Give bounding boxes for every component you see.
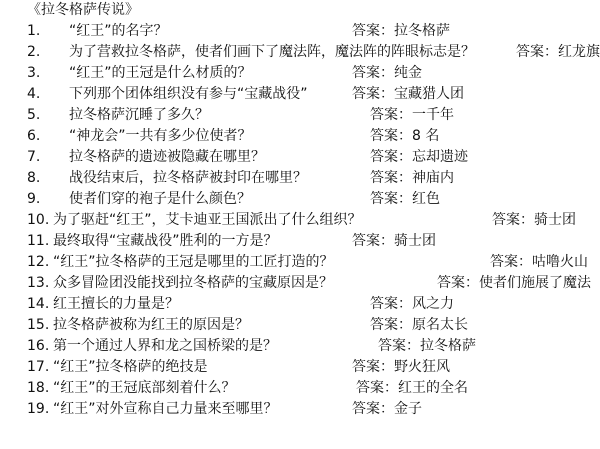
- question-row: [0, 42, 600, 62]
- question-text: “红王”对外宣称自己力量来至哪里？: [53, 401, 278, 417]
- question-number: 16.: [27, 338, 50, 354]
- answer-text: 答案：红王的全名: [356, 380, 468, 396]
- question-text: 为了驱赶“红王”，艾卡迪亚王国派出了什么组织？: [53, 212, 362, 228]
- question-text: 下列那个团体组织没有参与“宝藏战役”: [69, 86, 308, 102]
- question-text: “红王”拉冬格萨的王冠是哪里的工匠打造的？: [53, 254, 334, 270]
- question-row: [0, 126, 600, 146]
- question-number: 6.: [27, 128, 41, 144]
- answer-text: 答案：拉冬格萨: [378, 338, 476, 354]
- answer-text: 答案：一千年: [370, 107, 454, 123]
- question-text: 最终取得“宝藏战役”胜利的一方是？: [53, 233, 278, 249]
- question-number: 14.: [27, 296, 50, 312]
- question-row: [0, 273, 600, 293]
- question-row: [0, 315, 600, 335]
- question-text: “红王”的王冠是什么材质的？: [69, 65, 252, 81]
- answer-text: 答案：红色: [370, 191, 440, 207]
- question-text: 众多冒险团没能找到拉冬格萨的宝藏原因是？: [53, 275, 333, 291]
- question-text: 拉冬格萨的遗迹被隐藏在哪里？: [69, 149, 265, 165]
- question-text: “红王”的名字？: [69, 23, 168, 39]
- question-number: 9.: [27, 191, 41, 207]
- question-number: 2.: [27, 44, 41, 60]
- answer-text: 答案：咕噜火山: [490, 254, 588, 270]
- question-row: [0, 294, 600, 314]
- question-row: [0, 105, 600, 125]
- question-row: [0, 189, 600, 209]
- question-number: 11.: [27, 233, 50, 249]
- question-number: 7.: [27, 149, 41, 165]
- question-row: [0, 252, 600, 272]
- answer-text: 答案：红龙旗: [516, 44, 600, 60]
- question-text: 为了营救拉冬格萨，使者们画下了魔法阵，魔法阵的阵眼标志是？: [69, 44, 475, 60]
- question-text: 拉冬格萨被称为红王的原因是？: [53, 317, 249, 333]
- question-text: 红王擅长的力量是？: [53, 296, 179, 312]
- answer-text: 答案：野火狂风: [352, 359, 450, 375]
- question-number: 15.: [27, 317, 50, 333]
- question-text: 第一个通过人界和龙之国桥梁的是？: [53, 338, 277, 354]
- question-row: [0, 21, 600, 41]
- question-number: 17.: [27, 359, 50, 375]
- answer-text: 答案：宝藏猎人团: [352, 86, 464, 102]
- question-row: [0, 378, 600, 398]
- question-number: 8.: [27, 170, 41, 186]
- question-number: 5.: [27, 107, 41, 123]
- question-text: 使者们穿的袍子是什么颜色？: [69, 191, 251, 207]
- question-row: [0, 231, 600, 251]
- question-row: [0, 84, 600, 104]
- question-row: [0, 399, 600, 419]
- question-row: [0, 210, 600, 230]
- answer-text: 答案：忘却遗迹: [370, 149, 468, 165]
- answer-text: 答案：原名太长: [370, 317, 468, 333]
- answer-text: 答案：骑士团: [492, 212, 576, 228]
- question-number: 18.: [27, 380, 50, 396]
- answer-text: 答案：金子: [352, 401, 422, 417]
- question-number: 19.: [27, 401, 50, 417]
- question-text: “红王”拉冬格萨的绝技是: [53, 359, 208, 375]
- question-row: [0, 168, 600, 188]
- question-number: 13.: [27, 275, 50, 291]
- question-row: [0, 147, 600, 167]
- question-text: “红王”的王冠底部刻着什么？: [53, 380, 236, 396]
- document-title: 《拉冬格萨传说》: [27, 2, 139, 18]
- answer-text: 答案：使者们施展了魔法: [437, 275, 591, 291]
- answer-text: 答案：风之力: [370, 296, 454, 312]
- answer-text: 答案：拉冬格萨: [352, 23, 450, 39]
- question-text: 战役结束后，拉冬格萨被封印在哪里？: [69, 170, 307, 186]
- question-number: 12.: [27, 254, 50, 270]
- answer-text: 答案：8 名: [370, 128, 440, 144]
- question-number: 10.: [27, 212, 50, 228]
- question-number: 3.: [27, 65, 41, 81]
- answer-text: 答案：纯金: [352, 65, 422, 81]
- question-row: [0, 63, 600, 83]
- question-number: 4.: [27, 86, 41, 102]
- answer-text: 答案：骑士团: [352, 233, 436, 249]
- question-text: 拉冬格萨沉睡了多久？: [69, 107, 209, 123]
- question-text: “神龙会”一共有多少位使者？: [69, 128, 252, 144]
- question-row: [0, 357, 600, 377]
- answer-text: 答案：神庙内: [370, 170, 454, 186]
- question-row: [0, 336, 600, 356]
- question-number: 1.: [27, 23, 41, 39]
